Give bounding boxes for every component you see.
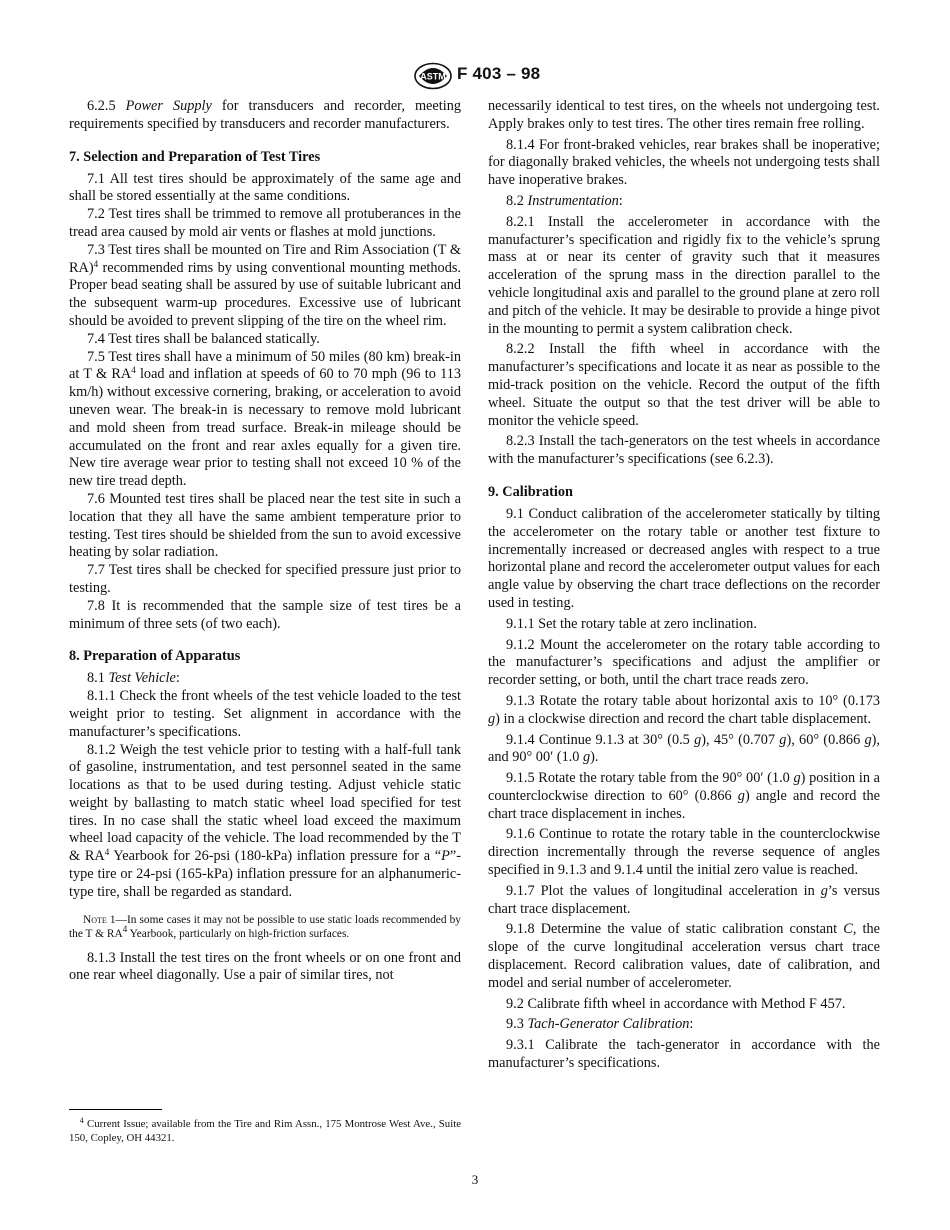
logo-text: ASTM xyxy=(420,71,446,82)
paragraph-7-3: 7.3 Test tires shall be mounted on Tire and Rim Association (T & RA)$^4$ recommended rims by using conventional mounting methods. Proper bead seating shall be assured by use of suitable lubricant and the subsequent warm-up procedures. Excessive use of lubricant should be avoided to prevent slipping of the tire on the wheel rim. xyxy=(69,241,461,329)
paragraph-8-2: 8.2 Instrumentation: xyxy=(506,192,623,209)
astm-logo-icon xyxy=(413,62,453,90)
page-header xyxy=(0,62,950,92)
paragraph-7-4: 7.4 Test tires shall be balanced statically. xyxy=(87,330,320,347)
paragraph-9-1-8: 9.1.8 Determine the value of static calibration constant C, the slope of the curve longitudinal acceleration versus chart trace displacement. Record calibration values, date of calibration, and model and serial number of accelerometer. xyxy=(488,921,880,991)
footnote-4: $^4$ Current Issue; available from the Tire and Rim Assn., 175 Montrose West Ave., Suite 150, Copley, OH 44321. xyxy=(69,1116,461,1144)
paragraph-8-1-1: 8.1.1 Check the front wheels of the test vehicle loaded to the test weight prior to testing. Set alignment in accordance with the manufacturer’s specifications. xyxy=(69,688,461,740)
paragraph-7-1: 7.1 All test tires should be approximately of the same age and shall be stored essentially at the same conditions. xyxy=(69,170,461,205)
paragraph-7-2: 7.2 Test tires shall be trimmed to remove all protuberances in the tread area caused by mold air vents or flashes at mold junctions. xyxy=(69,206,461,240)
paragraph-7-6: 7.6 Mounted test tires shall be placed near the test site in such a location that they all have the same ambient temperature prior to testing. Test tires should be shielded from the sun to avoid excessive heating by solar radiation. xyxy=(69,490,461,561)
paragraph-8-2-1: 8.2.1 Install the accelerometer in accordance with the manufacturer’s specification and rigidly fix to the vehicle’s sprung mass at or near its center of gravity such that it measures acceleration of the sprung mass in the direction parallel to the vehicle longitudinal axis and parallel to the ground plane at zero roll and pitch of the vehicle. It may be desirable to provide a hinge pivot in the mounting to permit a system calibration check. xyxy=(488,213,880,337)
paragraph-8-1-4: 8.1.4 For front-braked vehicles, rear brakes shall be inoperative; for diagonally braked vehicles, the wheels not undergoing tests shall have inoperative brakes. xyxy=(488,136,880,189)
paragraph-8-1: 8.1 Test Vehicle: xyxy=(87,670,180,687)
paragraph-8-1-3: 8.1.3 Install the test tires on the front wheels or on one front and one rear wheel diagonally. Use a pair of similar tires, not xyxy=(69,949,461,984)
section-7-heading: 7. Selection and Preparation of Test Tires xyxy=(69,148,321,165)
paragraph-8-1-3-continued: necessarily identical to test tires, on the wheels not undergoing test. Apply brakes only to test tires. The other tires remain free rolling. xyxy=(488,98,880,132)
paragraph-8-2-3: 8.2.3 Install the tach-generators on the test wheels in accordance with the manufacturer’s specifications (see 6.2.3). xyxy=(488,433,880,468)
paragraph-7-8: 7.8 It is recommended that the sample size of test tires be a minimum of three sets (of two each). xyxy=(69,597,461,632)
paragraph-9-1-7: 9.1.7 Plot the values of longitudinal acceleration in g’s versus chart trace displacement. xyxy=(488,882,880,917)
standard-designation: F 403 – 98 xyxy=(457,64,541,83)
section-9-heading: 9. Calibration xyxy=(488,483,573,500)
left-column xyxy=(69,98,461,985)
paragraph-9-1-6: 9.1.6 Continue to rotate the rotary table in the counterclockwise direction incrementally through the reverse sequence of angles specified in 9.1.3 and 9.1.4 until the initial zero value is reached. xyxy=(488,826,880,879)
paragraph-9-1: 9.1 Conduct calibration of the accelerometer statically by tilting the accelerometer on the rotary table or another test fixture to incrementally increased or decreased angles with respect to a true horizontal plane and record the accelerometer output values for each angle value by observing the chart trace deflections on the recorder used in testing. xyxy=(488,505,880,611)
paragraph-9-3-1: 9.3.1 Calibrate the tach-generator in accordance with the manufacturer’s specifications. xyxy=(488,1037,880,1072)
paragraph-7-5: 7.5 Test tires shall have a minimum of 50 miles (80 km) break-in at T & $RA^4$ load and inflation at speeds of 60 to 70 mph (96 to 113 km/h) without excessive cornering, braking, or acceleration to avoid uneven wear. The break-in is necessary to remove mold lubricant and mold sheen from tread surface. Break-in mileage should be accumulated on the front and rear axles equally for a given tire. New tire average wear prior to testing shall not exceed 10 % of the new tire tread depth. xyxy=(69,348,461,490)
paragraph-8-2-2: 8.2.2 Install the fifth wheel in accordance with the manufacturer’s specifications and locate it as near as possible to the mid-track position on the vehicle. Record the output of the fifth wheel. Situate the output so that the test driver will be able to monitor the vehicle speed. xyxy=(488,341,880,429)
paragraph-9-1-4: 9.1.4 Continue 9.1.3 at 30° (0.5 g), 45° (0.707 g), 60° (0.866 g), and 90° 00′ (1.0 g). xyxy=(488,731,880,766)
paragraph-9-2: 9.2 Calibrate fifth wheel in accordance with Method F 457. xyxy=(506,995,846,1012)
paragraph-9-1-5: 9.1.5 Rotate the rotary table from the 90° 00′ (1.0 g) position in a counterclockwise direction to 60° (0.866 g) angle and record the chart trace displacement in inches. xyxy=(488,770,880,822)
paragraph-8-1-2: 8.1.2 Weigh the test vehicle prior to testing with a half-full tank of gasoline, instrumentation, and test personnel seated in the same locations as that to be used during testing. Adjust vehicle static weight by ballasting to match static wheel load specified for test tires. In no case shall the static wheel load exceed the maximum wheel load capacity of the vehicle. The load recommended by the T & $RA^4$ Yearbook for 26-psi (180-kPa) inflation pressure for a “P”-type tire or 24-psi (165-kPa) inflation pressure for an alphanumeric-type tire, shall be regarded as standard. xyxy=(69,741,462,900)
page-number: 3 xyxy=(471,1172,479,1187)
note-1: Note 1—In some cases it may not be possible to use static loads recommended by the T & $RA^4$ Yearbook, particularly on high-friction surfaces. xyxy=(69,913,461,941)
paragraph-9-3: 9.3 Tach-Generator Calibration: xyxy=(506,1016,694,1033)
paragraph-6-2-5: 6.2.5 Power Supply for transducers and recorder, meeting requirements specified by transducers and recorder manufacturers. xyxy=(69,98,461,132)
right-column xyxy=(488,98,880,1073)
paragraph-9-1-2: 9.1.2 Mount the accelerometer on the rotary table according to the manufacturer’s specifications and adjust the amplifier or recorder setting, or both, until the chart trace reads zero. xyxy=(488,636,880,689)
section-8-heading: 8. Preparation of Apparatus xyxy=(69,648,241,665)
paragraph-9-1-1: 9.1.1 Set the rotary table at zero inclination. xyxy=(506,615,757,632)
paragraph-7-7: 7.7 Test tires shall be checked for specified pressure just prior to testing. xyxy=(69,562,461,596)
paragraph-9-1-3: 9.1.3 Rotate the rotary table about horizontal axis to 10° (0.173 g) in a clockwise direction and record the chart table displacement. xyxy=(488,692,880,727)
footnote-divider xyxy=(69,1109,162,1110)
